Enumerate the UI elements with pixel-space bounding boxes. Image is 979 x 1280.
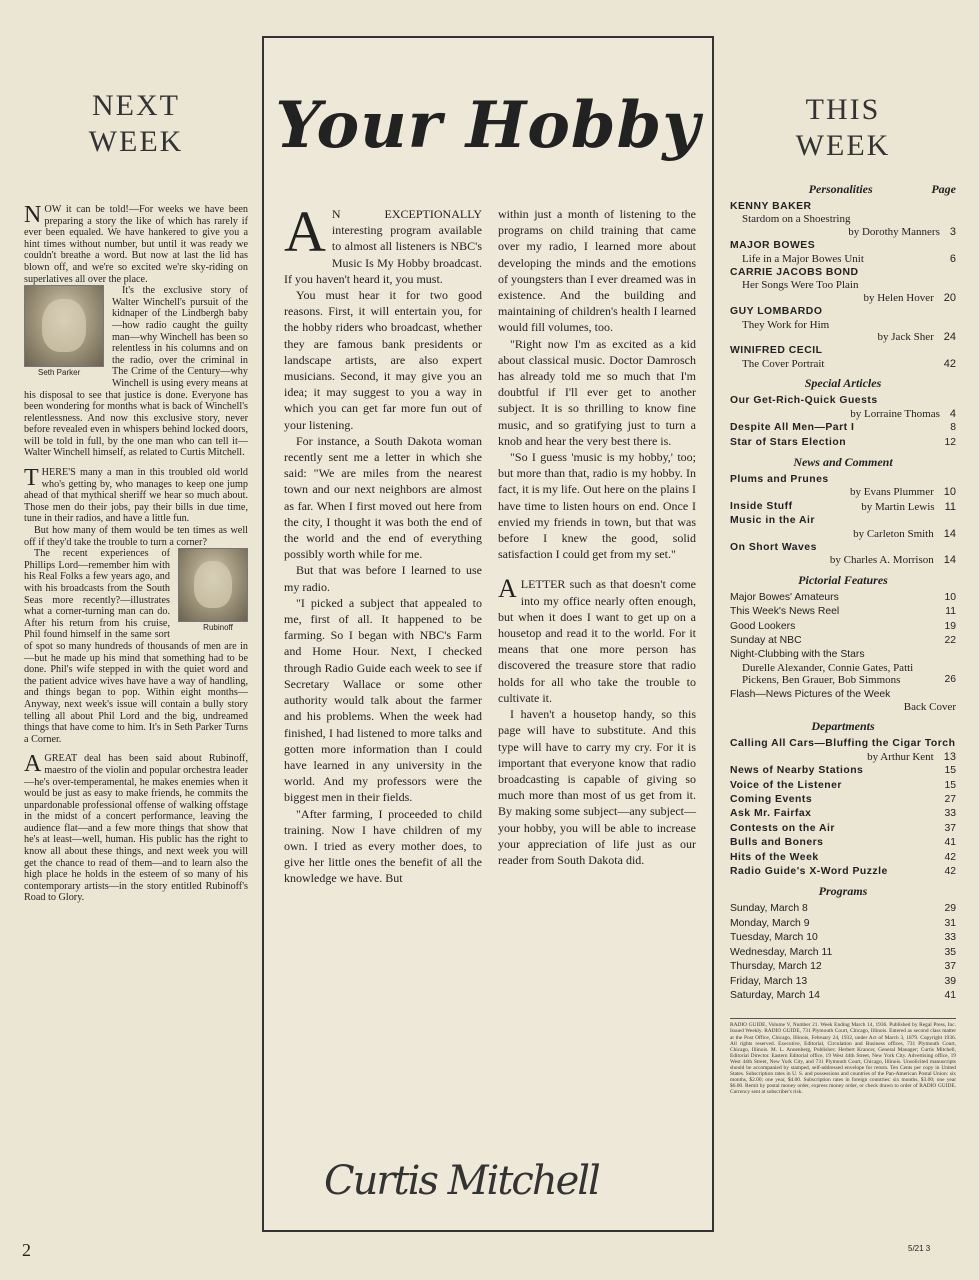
toc-entry-page: 15 [944, 765, 956, 777]
toc-entry [730, 961, 956, 973]
toc-entry-line [730, 358, 956, 370]
toc-entry [730, 606, 956, 618]
paragraph: A N EXCEPTIONALLY interesting program available to almost all listeners is NBC's Music Is My Hobby broadcast. If you haven't heard it, you must. [284, 199, 482, 286]
toc-entry [730, 794, 956, 806]
toc-entry-author: by Lorraine Thomas [850, 407, 940, 420]
toc-entry [730, 866, 956, 878]
toc-entry-line [730, 621, 956, 633]
toc-entry [730, 932, 956, 944]
news-list [730, 474, 956, 567]
your-hobby-article [262, 36, 714, 1232]
toc-entry-page: 42 [943, 357, 956, 370]
toc-entry-title: Our Get-Rich-Quick Guests [730, 395, 878, 407]
toc-entry-page: 15 [944, 779, 956, 791]
toc-entry-page: 19 [944, 620, 956, 632]
drop-cap: A [498, 574, 517, 604]
toc-entry-line [730, 961, 956, 973]
toc-entry-line [730, 808, 956, 820]
toc-entry [730, 474, 956, 499]
this-week-column [730, 92, 956, 1095]
paragraph: "After farming, I proceeded to child training. Now I have children of my own. I tried as every mother does, to give her little ones the benefit of all the knowledge we have. But [284, 806, 482, 886]
toc-entry [730, 267, 956, 304]
page-label: Page [931, 182, 956, 196]
toc-entry-page: 33 [944, 932, 956, 944]
toc-entry [730, 780, 956, 792]
toc-entry-subtitle: Her Songs Were Too Plain [742, 279, 859, 292]
toc-entry-line [730, 990, 956, 1002]
toc-entry-page: 14 [943, 527, 956, 540]
toc-entry-page: 35 [944, 946, 956, 958]
special-articles-list [730, 395, 956, 449]
this-week-title-line2: WEEK [795, 129, 891, 162]
this-week-title [730, 92, 956, 164]
paragraph: OW it can be told!—For weeks we have been preparing a story the like of which has rarely if ever been equaled. We have hankered to give you a hint times without number, but until it was ready we couldn't breathe a word. But now at last the lid has blown off, and we're so excited we're sky-riding on superlatives all over the place. [24, 204, 248, 285]
toc-entry-byline [730, 408, 956, 420]
next-week-title [24, 88, 248, 160]
toc-entry [730, 621, 956, 633]
toc-entry-line [730, 592, 956, 604]
article-column-1 [284, 199, 482, 887]
paragraph: For instance, a South Dakota woman recently sent me a letter in which she said: "We are miles from the nearest town and our next neighbors are almost as far. When I first moved out here from the city, I thought it was both the end of the world and the end of everything possibly worth while for me. [284, 433, 482, 562]
article-column-2 [498, 206, 696, 887]
news-header: News and Comment [793, 454, 893, 469]
rubinoff-photo [178, 548, 248, 622]
toc-entry-line [730, 765, 956, 777]
paragraph: You must hear it for two good reasons. First, it will entertain you, for the hobby riders who broadcast, whether they are famous bank presidents or landscape artists, are also expert musicians. Second, it may give you an idea; it may suggest to you a way in which you can get far more fun out of your listening. [284, 288, 482, 432]
toc-entry-title: Radio Guide's X-Word Puzzle [730, 866, 888, 878]
toc-entry-page: 37 [944, 961, 956, 973]
toc-entry-name: KENNY BAKER [730, 201, 812, 212]
toc-entry-title: Sunday, March 8 [730, 903, 808, 915]
toc-entry [730, 852, 956, 864]
toc-entry-page: 24 [943, 331, 956, 344]
toc-entry-name: GUY LOMBARDO [730, 306, 823, 318]
toc-entry-line [730, 866, 956, 878]
toc-entry-byline [730, 292, 956, 304]
toc-entry-page: 26 [944, 674, 956, 686]
toc-entry-line [730, 852, 956, 864]
toc-entry-page: 12 [944, 436, 956, 448]
toc-entry-title: Music in the Air [730, 515, 815, 527]
pictorial-header: Pictorial Features [798, 572, 888, 587]
toc-entry-subtitle: The Cover Portrait [742, 357, 825, 370]
toc-entry-line [730, 253, 956, 265]
toc-entry-title: Thursday, March 12 [730, 961, 822, 973]
toc-entry-author: by Dorothy Manners [848, 225, 940, 238]
next-week-title-line2: WEEK [88, 125, 184, 158]
this-week-title-line1: THIS [805, 93, 881, 126]
toc-entry-page: 41 [944, 989, 956, 1001]
article-columns [284, 199, 696, 887]
toc-entry-page: 37 [944, 822, 956, 834]
toc-entry [730, 837, 956, 849]
drop-cap: A [24, 751, 42, 778]
toc-entry-name: WINIFRED CECIL [730, 345, 823, 357]
toc-entry-page: 3 [949, 225, 956, 238]
toc-entry [730, 990, 956, 1002]
drop-cap: T [24, 465, 39, 492]
seth-parker-photo-block [24, 285, 104, 379]
toc-entry-byline [730, 528, 956, 540]
personalities-header: Personalities Page [808, 182, 956, 196]
toc-entry-title: On Short Waves [730, 541, 817, 553]
toc-entry-location: Back Cover [903, 701, 956, 713]
toc-entry-title: Inside Stuff [730, 500, 793, 512]
toc-entry-subtitle: They Work for Him [742, 318, 830, 331]
toc-entry-page: 33 [944, 808, 956, 820]
toc-entry-page: 10 [944, 591, 956, 603]
toc-entry [730, 592, 956, 604]
toc-entry-title: Good Lookers [730, 620, 796, 632]
toc-entry-title: Tuesday, March 10 [730, 932, 818, 944]
paragraph: "Right now I'm as excited as a kid about classical music. Doctor Damrosch has already told me so much that I'm doubtful if I'll ever get to another subject. It is so thrilling to know fine music, and so gratifying just to turn a knob and hear the very best there is. [498, 336, 696, 448]
toc-entry [730, 765, 956, 777]
toc-entry-byline [730, 486, 956, 498]
toc-entry-page: 41 [944, 837, 956, 849]
toc-entry [730, 306, 956, 343]
toc-entry-line [730, 837, 956, 849]
toc-entry-name: MAJOR BOWES [730, 240, 816, 252]
toc-entry-title: Calling All Cars—Bluffing the Cigar Torch [730, 738, 956, 750]
next-week-title-line1: NEXT [92, 89, 180, 122]
toc-entry-author: by Carleton Smith [853, 527, 934, 540]
photo-caption: Rubinoff [203, 623, 233, 633]
toc-entry-page: 20 [943, 291, 956, 304]
toc-entry-author: by Charles A. Morrison [829, 554, 934, 567]
toc-entry [730, 240, 956, 265]
toc-entry-title: Despite All Men—Part I [730, 422, 855, 434]
toc-entry-title: Friday, March 13 [730, 975, 808, 987]
toc-entry [730, 395, 956, 420]
toc-entry-subtitle: Stardom on a Shoestring [742, 213, 851, 226]
seth-parker-photo [24, 285, 104, 367]
programs-list [730, 903, 956, 1002]
toc-entry-line [730, 932, 956, 944]
toc-entry [730, 542, 956, 567]
paragraph: It's the exclusive story of Walter Winchell's pursuit of the kidnaper of the Lindbergh baby—how radio caught the guilty man—why Winchell has been so relentless in his columns and on the radio, over the criminal in The Crime of the Century—why Winchell is using every means at his disposal to see that justice is done. Everyone has been wondering for months what is back of Winchell's relentlessness. And now this exclusive story, never before revealed even in whispers behind locked doors, will be told in full, by the one man who can tell it—Walter Winchell himself, as related to Curtis Mitchell. [24, 285, 248, 459]
toc-entry-line [730, 422, 956, 434]
toc-entry-page: 11 [944, 500, 956, 513]
toc-entry-author: by Arthur Kent [867, 750, 934, 763]
toc-entry [730, 201, 956, 238]
paragraph: But that was before I learned to use my radio. [284, 563, 482, 594]
toc-entry-page: 14 [943, 554, 956, 567]
personalities-list [730, 201, 956, 370]
programs-header: Programs [818, 884, 868, 899]
signature: Curtis Mitchell [324, 1158, 599, 1204]
toc-entry [730, 345, 956, 370]
toc-entry-title: Major Bowes' Amateurs [730, 591, 839, 603]
toc-entry-title: Coming Events [730, 794, 813, 806]
next-week-text [24, 204, 248, 904]
article-title: Your Hobby [275, 88, 701, 163]
toc-entry-subtitle: Life in a Major Bowes Unit [742, 252, 864, 265]
toc-entry [730, 437, 956, 449]
toc-entry-page: 10 [943, 486, 956, 499]
photo-caption: Seth Parker [38, 368, 81, 378]
special-articles-header: Special Articles [804, 376, 882, 391]
toc-entry-line [730, 635, 956, 647]
departments-header: Departments [811, 719, 875, 734]
toc-entry-line [730, 437, 956, 449]
toc-entry-title: Star of Stars Election [730, 436, 847, 448]
toc-entry-page: 39 [944, 975, 956, 987]
paragraph: GREAT deal has been said about Rubinoff, maestro of the violin and popular orchestra leader—he's over-temperamental, he makes enemies when it would be just as easy to make friends, he commits the unpardonable professional offense of walking offstage in the midst of a concert performance, leaving the audience flat—and a few more things that show that he's at least—well, human. His public has the right to know all about these things, and next week you will get the chance to read of them—and to learn also the high place he holds in the esteem of so many of his contemporary artists—in the story entitled Rubinoff's Road to Glory. [24, 753, 248, 904]
toc-entry [730, 903, 956, 915]
toc-entry-author: by Jack Sher [877, 331, 934, 344]
toc-entry-title: News of Nearby Stations [730, 765, 864, 777]
toc-entry-author: by Martin Lewis [861, 500, 935, 513]
toc-entry-byline [730, 751, 956, 763]
toc-entry-names: Durelle Alexander, Connie Gates, Patti Pickens, Ben Grauer, Bob Simmons [742, 661, 914, 687]
toc-entry [730, 515, 956, 540]
toc-entry-title: Saturday, March 14 [730, 989, 820, 1001]
toc-entry-name: CARRIE JACOBS BOND [730, 267, 859, 279]
toc-entry-line [730, 662, 956, 687]
toc-entry-title: Voice of the Listener [730, 779, 842, 791]
rubinoff-photo-block [178, 548, 248, 634]
paragraph: I haven't a housetop handy, so this page will have to substitute. And this type will have to carry my cry. For it is important that everyone know that radio broadcasting is capable of giving so much more than most of us get from it. By making some subject—any subject—your hobby, you will be able to increase your appreciation of life just as our reader from South Dakota did. [498, 707, 696, 867]
toc-entry-line [730, 903, 956, 915]
paragraph: "So I guess 'music is my hobby,' too; but more than that, radio is my hobby. In fact, it is my life. Out here on the plains I have time to listen hours on end. Once I envied my friends in town, but that was before I knew the good, solid satisfaction I could get from my set." [498, 450, 696, 562]
departments-list [730, 738, 956, 878]
toc-entry [730, 823, 956, 835]
toc-entry-title: This Week's News Reel [730, 606, 840, 618]
toc-entry-line [730, 501, 956, 513]
pictorial-list [730, 592, 956, 714]
toc-entry [730, 422, 956, 434]
toc-entry [730, 649, 956, 686]
toc-entry-title: Contests on the Air [730, 822, 835, 834]
toc-entry [730, 947, 956, 959]
toc-entry [730, 808, 956, 820]
toc-entry-line [730, 606, 956, 618]
toc-entry-title: Plums and Prunes [730, 473, 829, 485]
toc-entry-line [730, 976, 956, 988]
toc-entry-author: by Evans Plummer [850, 486, 934, 499]
toc-entry-page: 42 [944, 866, 956, 878]
toc-entry-page: 29 [944, 903, 956, 915]
toc-entry [730, 918, 956, 930]
toc-entry-line [730, 780, 956, 792]
toc-entry [730, 635, 956, 647]
paragraph: A LETTER such as that doesn't come into my office nearly often enough, but when it does I want to get up on a housetop and read it to the world. For it means that one more person has discovered the treasure store that radio holds for all who take the trouble to cultivate it. [498, 574, 696, 705]
toc-entry [730, 501, 956, 513]
page-number: 2 [22, 1240, 31, 1260]
footer-date: 5/21 3 [908, 1244, 931, 1253]
toc-entry-title: Wednesday, March 11 [730, 946, 833, 958]
toc-entry-line [730, 794, 956, 806]
toc-entry-title: Sunday at NBC [730, 634, 802, 646]
toc-entry [730, 976, 956, 988]
toc-entry-byline [730, 331, 956, 343]
toc-entry-page: 8 [950, 422, 956, 434]
toc-entry-title: Hits of the Week [730, 851, 819, 863]
imprint: RADIO GUIDE, Volume V, Number 21. Week Ending March 14, 1936. Published by Regal Press, Inc. Issued Weekly. RADIO GUIDE, 731 Plymouth Court, Chicago, Illinois. Entered as second class matter at the Post Office, Chicago, Illinois, February 24, 1932, under Act of March 3, 1879. Copyright 1936. All rights reserved. Executive, Editorial, Circulation and Business offices, 731 Plymouth Court, Chicago, Illinois. M. L. Annenberg, Publisher; Herbert Krancer, General Manager; Curtis Mitchell, Editorial Director. Eastern Editorial office, 19 West 44th Street, New York City. Advertising office, 19 West 44th Street, New York City, and 731 Plymouth Court, Chicago, Illinois. Unsolicited manuscripts should be accompanied by stamped, self-addressed envelope for return. Ten Cents per copy in United States. Subscription rates in U. S. and possessions and countries of the Pan-American Postal Union: six months, $2.00; one year, $4.00. Subscription rates in foreign countries: six months, $3.00; one year $6.00. Remit by postal money order, express money order, or check drawn to order of RADIO GUIDE. Currency sent at subscriber's risk. [730, 1018, 956, 1095]
toc-entry-line [730, 947, 956, 959]
toc-entry-page: 22 [944, 634, 956, 646]
toc-entry [730, 738, 956, 763]
paragraph: The recent experiences of Phillips Lord—remember him with his Real Folks a few years ago, and with his broadcasts from the South Seas more recently?—illustrates what a corner-turning man can do. After his return from his cruise, Phil found himself in the same sort of spot so many hundreds of thousands of men are in—but he made up his mind that something had to be done. Phil's wife stepped in with the quiet word and the patient advice wives have have a way of handling, and things began to pop. Within eight months—Anyway, next week's issue will contain a bully story telling all about Phil Lord and the big, undreamed things that have come to him. It's in Seth Parker Turns a Corner. [24, 548, 248, 745]
next-week-column [24, 88, 248, 904]
paragraph: But how many of them would be ten times as well off if they'd take the trouble to turn a corner? [24, 525, 248, 548]
drop-cap: N [24, 202, 42, 228]
toc-entry-page: 42 [944, 851, 956, 863]
toc-entry-title: Flash—News Pictures of the Week [730, 688, 891, 700]
toc-entry-page: 27 [944, 794, 956, 806]
toc-entry-line [730, 918, 956, 930]
toc-entry-byline [861, 501, 956, 513]
toc-entry-page: 13 [943, 750, 956, 763]
paragraph: HERE'S many a man in this troubled old world who's getting by, who manages to keep one jump ahead of that mythical sheriff we hear so much about. Those men do their jobs, pay their bills in due time, tune in their radios, and have a little fun. [24, 467, 248, 525]
toc-entry-byline [730, 226, 956, 238]
toc-entry-page: 4 [949, 407, 956, 420]
toc-entry-page: 6 [949, 252, 956, 265]
toc-entry-page: 31 [944, 917, 956, 929]
toc-entry-page: 11 [945, 606, 956, 618]
toc-entry-byline [730, 554, 956, 566]
toc-entry-title: Bulls and Boners [730, 837, 824, 849]
drop-cap: A [284, 199, 326, 264]
toc-entry-author: by Helen Hover [863, 291, 934, 304]
paragraph: "I picked a subject that appealed to me, first of all. It happened to be farming. So I began with NBC's Farm and Home Hour. Next, I checked through Radio Guide each week to see if Secretary Wallace or some other authority would talk about the farmer and his problems. When the week had finished, I had listened to more talks and gotten more information than I could have learned in any university in the world. And my professors were the biggest men in their fields. [284, 595, 482, 805]
toc-entry-line [730, 823, 956, 835]
paragraph: within just a month of listening to the programs on child training that came over my radio, I learned more about developing the minds and the emotions of youngsters than I ever dreamed was in existence. And the building and maintaining of children's health I learned would fill volumes, too. [498, 207, 696, 335]
toc-entry-title: Night-Clubbing with the Stars [730, 649, 865, 661]
toc-entry [730, 689, 956, 714]
toc-entry-title: Ask Mr. Fairfax [730, 808, 812, 820]
toc-entry-title: Monday, March 9 [730, 917, 810, 929]
